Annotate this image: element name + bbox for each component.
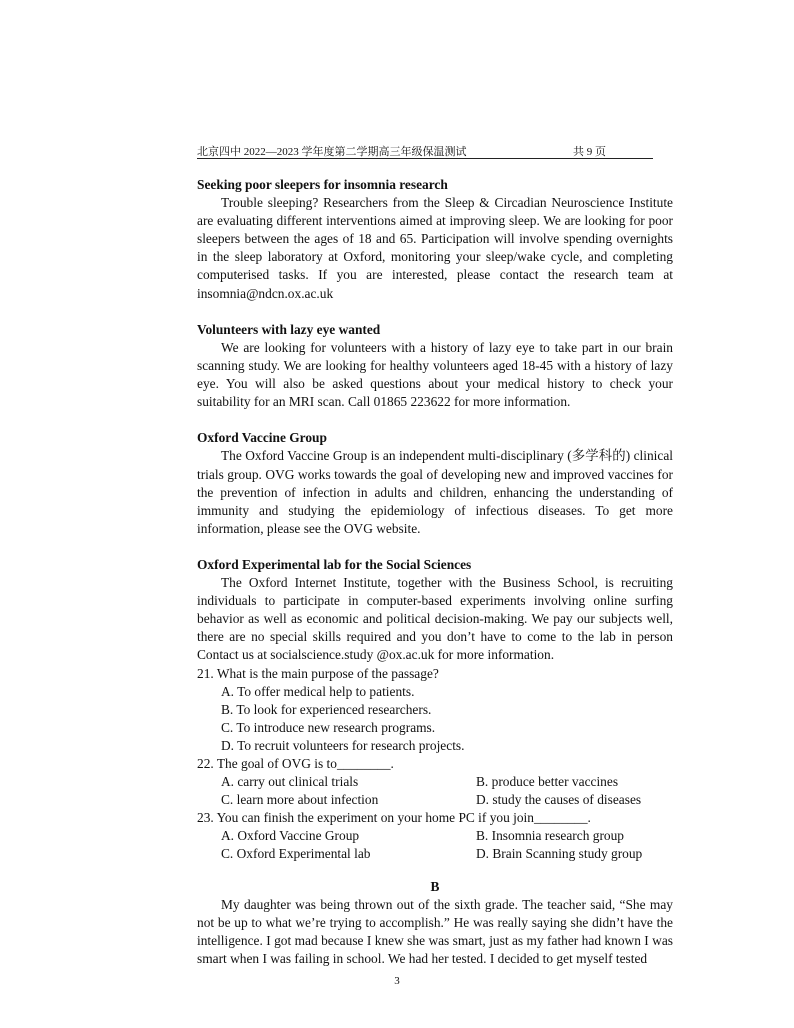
q23-option-a: A. Oxford Vaccine Group [221, 828, 360, 844]
ad-title-vaccine: Oxford Vaccine Group [197, 430, 327, 446]
total-pages: 共 9 页 [573, 146, 606, 158]
q23-option-b: B. Insomnia research group [476, 828, 624, 844]
page-content [197, 176, 673, 968]
q23-options-row-2 [197, 845, 673, 863]
q23-option-d: D. Brain Scanning study group [476, 846, 643, 862]
ad-body-vaccine: The Oxford Vaccine Group is an independent multi-disciplinary (多学科的) clinical trials group. OVG works towards the goal of developing new and improved vaccines for the prevention of infection in adults and children, enhancing the understanding of immunity and studying the epidemiology of infectious diseases. To get more information, please see the OVG website. [197, 448, 673, 536]
q22-option-c: C. learn more about infection [221, 792, 379, 808]
ad-title-lazy-eye: Volunteers with lazy eye wanted [197, 321, 381, 337]
q21-option-d: D. To recruit volunteers for research projects. [221, 737, 465, 753]
q23-options-row-1 [197, 827, 673, 845]
ad-title-social-lab: Oxford Experimental lab for the Social Sciences [197, 556, 472, 572]
q21-option-b: B. To look for experienced researchers. [221, 701, 432, 717]
q21-option-a: A. To offer medical help to patients. [221, 683, 415, 699]
page-number: 3 [394, 975, 400, 987]
question-22: 22. The goal of OVG is to________. [197, 756, 394, 771]
q22-option-a: A. carry out clinical trials [221, 774, 359, 790]
q22-option-b: B. produce better vaccines [476, 774, 619, 790]
ad-body-insomnia: Trouble sleeping? Researchers from the Sleep & Circadian Neuroscience Institute are evaluating different interventions aimed at improving sleep. We are looking for poor sleepers between the ages of 18 and 65. Participation will involve spending overnights in the sleep laboratory at Oxford, monitoring your sleep/wake cycle, and completing computerised tasks. If you are interested, please contact the research team at insomnia@ndcn.ox.ac.uk [197, 195, 673, 301]
q22-options-row-2 [197, 791, 673, 809]
ad-title-insomnia: Seeking poor sleepers for insomnia research [197, 177, 448, 192]
section-b-paragraph: My daughter was being thrown out of the sixth grade. The teacher said, “She may not be up to what we’re trying to accomplish.” He was really saying she didn’t have the intelligence. I got mad because I knew she was smart, just as my father had known I was smart when I was failing in school. We had her tested. I decided to get myself tested [197, 896, 673, 966]
q22-option-d: D. study the causes of diseases [476, 792, 642, 808]
question-21: 21. What is the main purpose of the passage? [197, 665, 439, 681]
ad-body-social-lab: The Oxford Internet Institute, together with the Business School, is recruiting individuals to participate in computer-based experiments involving online surfing behavior as well as economic and political decision-making. We pay our subjects well, there are no special skills required and you don’t have to come to the lab in person Contact us at socialscience.study @ox.ac.uk for more information. [197, 575, 673, 663]
section-b-label: B [430, 878, 440, 894]
q21-option-c: C. To introduce new research programs. [221, 719, 436, 735]
question-23: 23. You can finish the experiment on your home PC if you join________. [197, 810, 591, 826]
q22-options-row-1 [197, 773, 673, 791]
ad-body-lazy-eye: We are looking for volunteers with a history of lazy eye to take part in our brain scanning study. We are looking for healthy volunteers aged 18-45 with a history of lazy eye. You will also be asked questions about your medical history to check your suitability for an MRI scan. Call 01865 223622 for more information. [197, 339, 673, 410]
school-info: 北京四中 2022—2023 学年度第二学期高三年级保温测试 [197, 146, 467, 158]
page-header [197, 142, 653, 159]
q23-option-c: C. Oxford Experimental lab [221, 846, 371, 862]
